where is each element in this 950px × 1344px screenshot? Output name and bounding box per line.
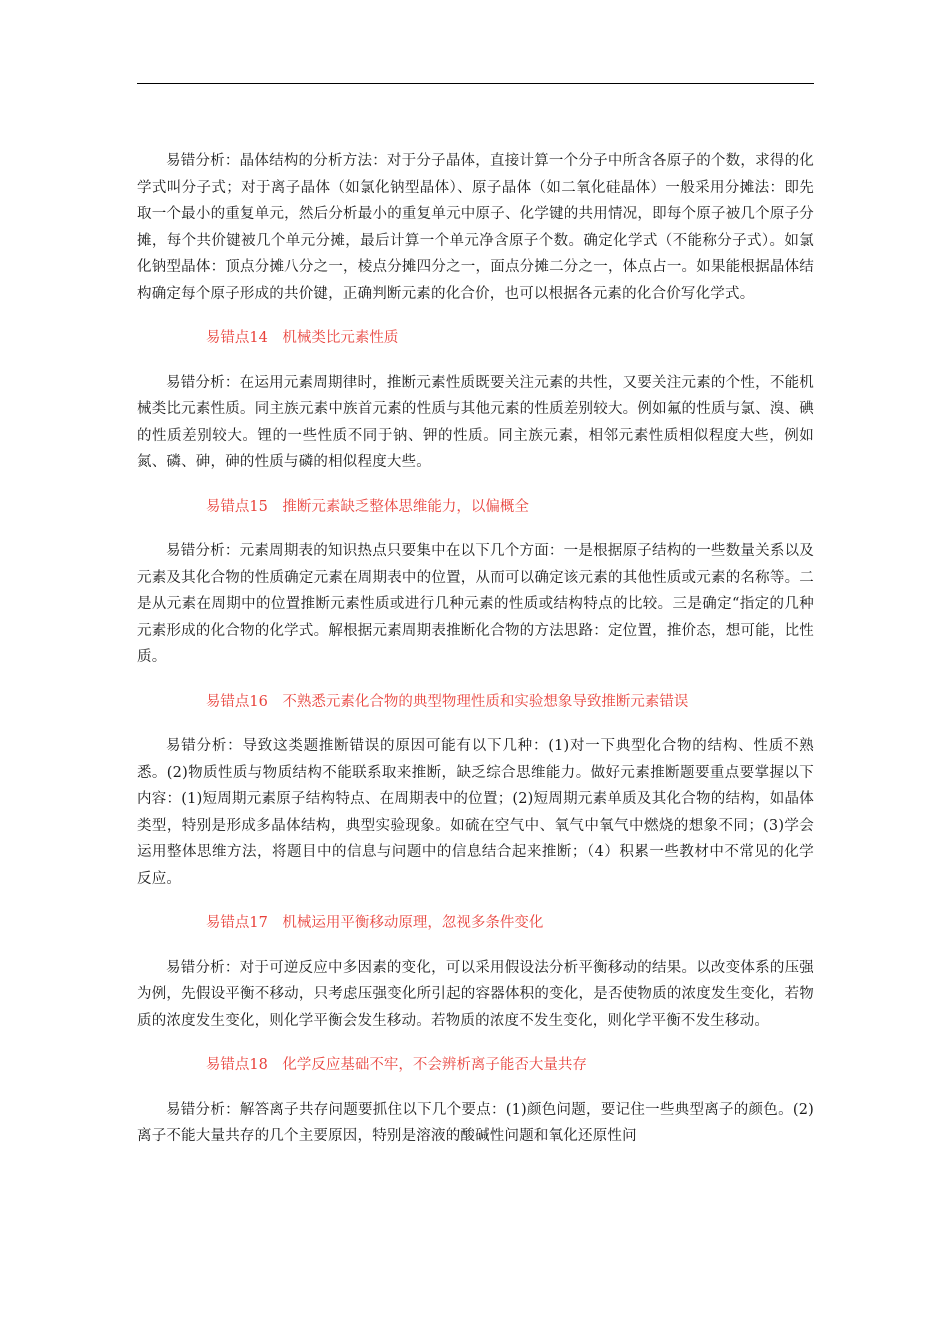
section-heading-15: 易错点15 推断元素缺乏整体思维能力，以偏概全 bbox=[205, 498, 529, 515]
analysis-paragraph-17: 易错分析：对于可逆反应中多因素的变化，可以采用假设法分析平衡移动的结果。以改变体系的压强为例，先假设平衡不移动，只考虑压强变化所引起的容器体积的变化，是否使物质的浓度发生变化，若物质的浓度发生变化，则化学平衡会发生移动。若物质的浓度不发生变化，则化学平衡不发生移动。 bbox=[137, 959, 814, 1029]
analysis-paragraph-14: 易错分析：在运用元素周期律时，推断元素性质既要关注元素的共性，又要关注元素的个性，不能机械类比元素性质。同主族元素中族首元素的性质与其他元素的性质差别较大。例如氟的性质与氯、溴、碘的性质差别较大。锂的一些性质不同于钠、钾的性质。同主族元素，相邻元素性质相似程度大些，例如氮、磷、砷，砷的性质与磷的相似程度大些。 bbox=[137, 374, 814, 470]
section-heading-16: 易错点16 不熟悉元素化合物的典型物理性质和实验想象导致推断元素错误 bbox=[205, 693, 689, 710]
analysis-paragraph-16: 易错分析：导致这类题推断错误的原因可能有以下几种：(1)对一下典型化合物的结构、性质不熟悉。(2)物质性质与物质结构不能联系取来推断，缺乏综合思维能力。做好元素推断题要重点要掌握以下内容：(1)短周期元素原子结构特点、在周期表中的位置；(2)短周期元素单质及其化合物的结构，如晶体类型，特别是形成多晶体结构，典型实验现象。如硫在空气中、氧气中氧气中燃烧的想象不同；(3)学会运用整体思维方法，将题目中的信息与问题中的信息结合起来推断；（4）积累一些教材中不常见的化学反应。 bbox=[137, 738, 814, 887]
section-heading-17: 易错点17 机械运用平衡移动原理，忽视多条件变化 bbox=[205, 915, 544, 931]
analysis-paragraph-crystal: 易错分析：晶体结构的分析方法：对于分子晶体，直接计算一个分子中所含各原子的个数，求得的化学式叫分子式；对于离子晶体（如氯化钠型晶体）、原子晶体（如二氧化硅晶体）一般采用分摊法：即先取一个最小的重复单元，然后分析最小的重复单元中原子、化学键的共用情况，即每个原子被几个原子分摊，每个共价键被几个单元分摊，最后计算一个单元净含原子个数。确定化学式（不能称分子式）。如氯化钠型晶体：顶点分摊八分之一，棱点分摊四分之一，面点分摊二分之一，体点占一。如果能根据晶体结构确定每个原子形成的共价键，正确判断元素的化合价，也可以根据各元素的化合价写化学式。 bbox=[137, 153, 814, 302]
section-heading-14: 易错点14 机械类比元素性质 bbox=[205, 330, 399, 346]
document-body bbox=[137, 148, 814, 1150]
section-heading-18: 易错点18 化学反应基础不牢，不会辨析离子能否大量共存 bbox=[205, 1057, 587, 1073]
analysis-paragraph-18: 易错分析：解答离子共存问题要抓住以下几个要点：(1)颜色问题，要记住一些典型离子的颜色。(2)离子不能大量共存的几个主要原因，特别是溶液的酸碱性问题和氧化还原性问 bbox=[137, 1101, 814, 1144]
analysis-paragraph-15: 易错分析：元素周期表的知识热点只要集中在以下几个方面：一是根据原子结构的一些数量关系以及元素及其化合物的性质确定元素在周期表中的位置，从而可以确定该元素的其他性质或元素的名称等。二是从元素在周期中的位置推断元素性质或进行几种元素的性质或结构特点的比较。三是确定“指定的几种元素形成的化合物的化学式。解根据元素周期表推断化合物的方法思路：定位置，推价态，想可能，比性质。 bbox=[137, 543, 814, 665]
header-rule bbox=[137, 83, 814, 84]
